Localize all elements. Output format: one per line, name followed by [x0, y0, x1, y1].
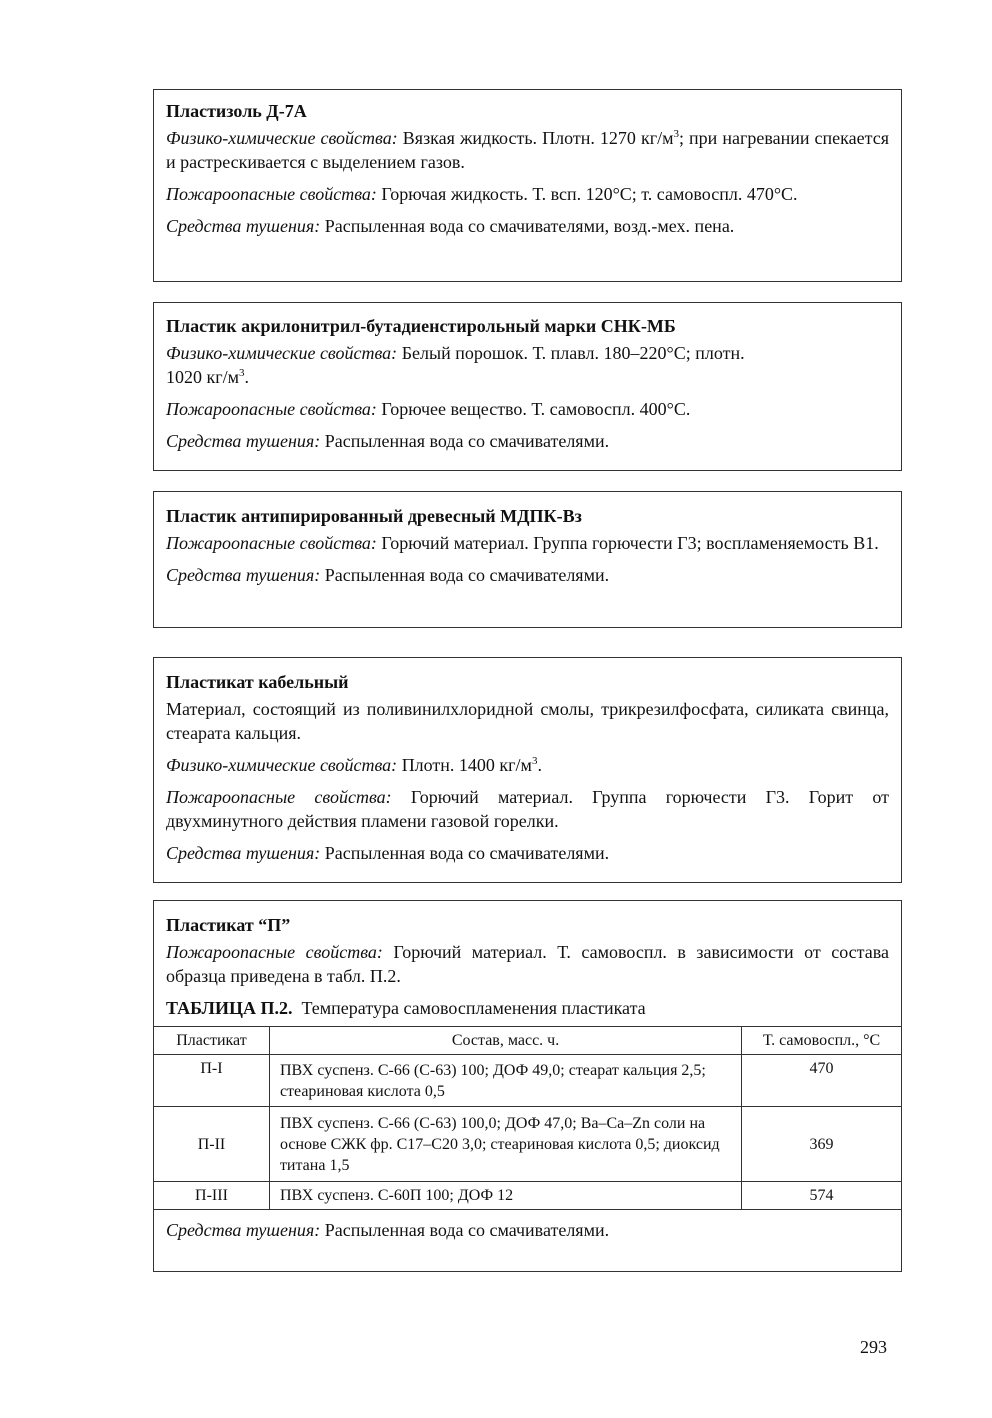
fire-label: Пожароопасные свойства:: [166, 184, 377, 204]
cell-composition: ПВХ суспенз. С-60П 100; ДОФ 12: [269, 1182, 741, 1210]
phys-props: [166, 126, 889, 174]
cell-plasticate: П-II: [154, 1107, 270, 1182]
table-header-row: [154, 1027, 902, 1055]
ext-label: Средства тушения:: [166, 431, 321, 451]
entry-plasticate-p: [153, 900, 902, 1272]
ext-text: Распыленная вода со смачивателями, возд.-мех. пена.: [320, 216, 735, 236]
entry-title: Пластик антипирированный древесный МДПК-Вз: [166, 506, 582, 526]
phys-label: Физико-химические свойства:: [166, 343, 398, 363]
extinguishing: [166, 214, 889, 238]
ext-label: Средства тушения:: [166, 843, 321, 863]
entry-abs-plastic: [153, 302, 902, 471]
fire-props: [166, 785, 889, 833]
table-row: [154, 1055, 902, 1107]
phys-text: Белый порошок. Т. плавл. 180–220°С; плотн.: [397, 343, 745, 363]
cell-plasticate: П-III: [154, 1182, 270, 1210]
phys-text-cont: ; при нагревании спекается и растрескивается с выделением газов.: [166, 128, 889, 172]
cell-temperature: 470: [742, 1055, 902, 1107]
phys-props: [166, 753, 889, 777]
fire-text: Горючий материал. Т. самовоспл. в зависимости от состава образца приведена в табл. П.2.: [166, 942, 889, 986]
ext-label: Средства тушения:: [166, 216, 321, 236]
ext-text: Распыленная вода со смачивателями.: [320, 1220, 610, 1240]
superscript: 3: [673, 128, 679, 140]
extinguishing: [166, 429, 889, 453]
fire-text: Горючий материал. Группа горючести Г3. Горит от двухминутного действия пламени газовой горелки.: [166, 787, 889, 831]
phys-text-cont: .: [244, 367, 250, 387]
entry-cable-plasticate: [153, 657, 902, 883]
autoignition-table: [153, 1026, 902, 1210]
entry-title: Пластикат кабельный: [166, 672, 349, 692]
fire-props: [166, 182, 889, 206]
phys-text-cont: .: [537, 755, 542, 775]
ext-text: Распыленная вода со смачивателями.: [320, 431, 610, 451]
ext-text: Распыленная вода со смачивателями.: [320, 565, 610, 585]
material-description: Материал, состоящий из поливинилхлоридной смолы, трикрезилфосфата, силиката свинца, стеарата кальция.: [166, 699, 889, 743]
phys-text-line2: 1020 кг/м: [166, 367, 240, 387]
superscript: 3: [239, 367, 245, 379]
fire-label: Пожароопасные свойства:: [166, 787, 392, 807]
fire-text: Горючая жидкость. Т. всп. 120°С; т. самовоспл. 470°С.: [376, 184, 798, 204]
fire-label: Пожароопасные свойства:: [166, 533, 377, 553]
phys-text: Плотн. 1400 кг/м: [397, 755, 532, 775]
cell-plasticate: П-I: [154, 1055, 270, 1107]
entry-title: Пластик акрилонитрил-бутадиенстирольный марки СНК-МБ: [166, 316, 676, 336]
fire-props: [166, 940, 889, 988]
extinguishing: [166, 1210, 889, 1252]
phys-text: Вязкая жидкость. Плотн. 1270 кг/м: [397, 128, 674, 148]
entry-title: Пластикат “П”: [166, 915, 291, 935]
cell-temperature: 574: [742, 1182, 902, 1210]
cell-composition: ПВХ суспенз. С-66 (С-63) 100; ДОФ 49,0; стеарат кальция 2,5; стеариновая кислота 0,5: [269, 1055, 741, 1107]
table-row: [154, 1182, 902, 1210]
phys-props: [166, 341, 889, 389]
ext-text: Распыленная вода со смачивателями.: [320, 843, 610, 863]
entry-mdpk-vz: [153, 491, 902, 628]
ext-label: Средства тушения:: [166, 565, 321, 585]
column-header: Т. самовоспл., °С: [742, 1027, 902, 1055]
cell-composition: ПВХ суспенз. С-66 (С-63) 100,0; ДОФ 47,0; Ba–Ca–Zn соли на основе СЖК фр. С17–С20 3,0; стеариновая кислота 0,5; диоксид титана 1,5: [269, 1107, 741, 1182]
phys-label: Физико-химические свойства:: [166, 755, 398, 775]
table-caption-number: ТАБЛИЦА П.2.: [166, 998, 293, 1018]
cell-temperature: 369: [742, 1107, 902, 1182]
column-header: Пластикат: [154, 1027, 270, 1055]
extinguishing: [166, 563, 889, 587]
extinguishing: [166, 841, 889, 865]
table-caption: [166, 996, 889, 1020]
fire-props: [166, 531, 889, 555]
page-number: 293: [860, 1337, 887, 1357]
superscript: 3: [531, 755, 538, 767]
table-row: [154, 1107, 902, 1182]
table-caption-text: Температура самовоспламенения пластиката: [292, 998, 646, 1018]
phys-label: Физико-химические свойства:: [166, 128, 398, 148]
fire-text: Горючее вещество. Т. самовоспл. 400°С.: [376, 399, 691, 419]
ext-label: Средства тушения:: [166, 1220, 321, 1240]
fire-label: Пожароопасные свойства:: [166, 942, 383, 962]
column-header: Состав, масс. ч.: [269, 1027, 741, 1055]
fire-label: Пожароопасные свойства:: [166, 399, 377, 419]
entry-title: Пластизоль Д-7А: [166, 101, 307, 121]
fire-props: [166, 397, 889, 421]
fire-text: Горючий материал. Группа горючести Г3; воспламеняемость В1.: [376, 533, 879, 553]
entry-plastisol-d7a: [153, 89, 902, 282]
